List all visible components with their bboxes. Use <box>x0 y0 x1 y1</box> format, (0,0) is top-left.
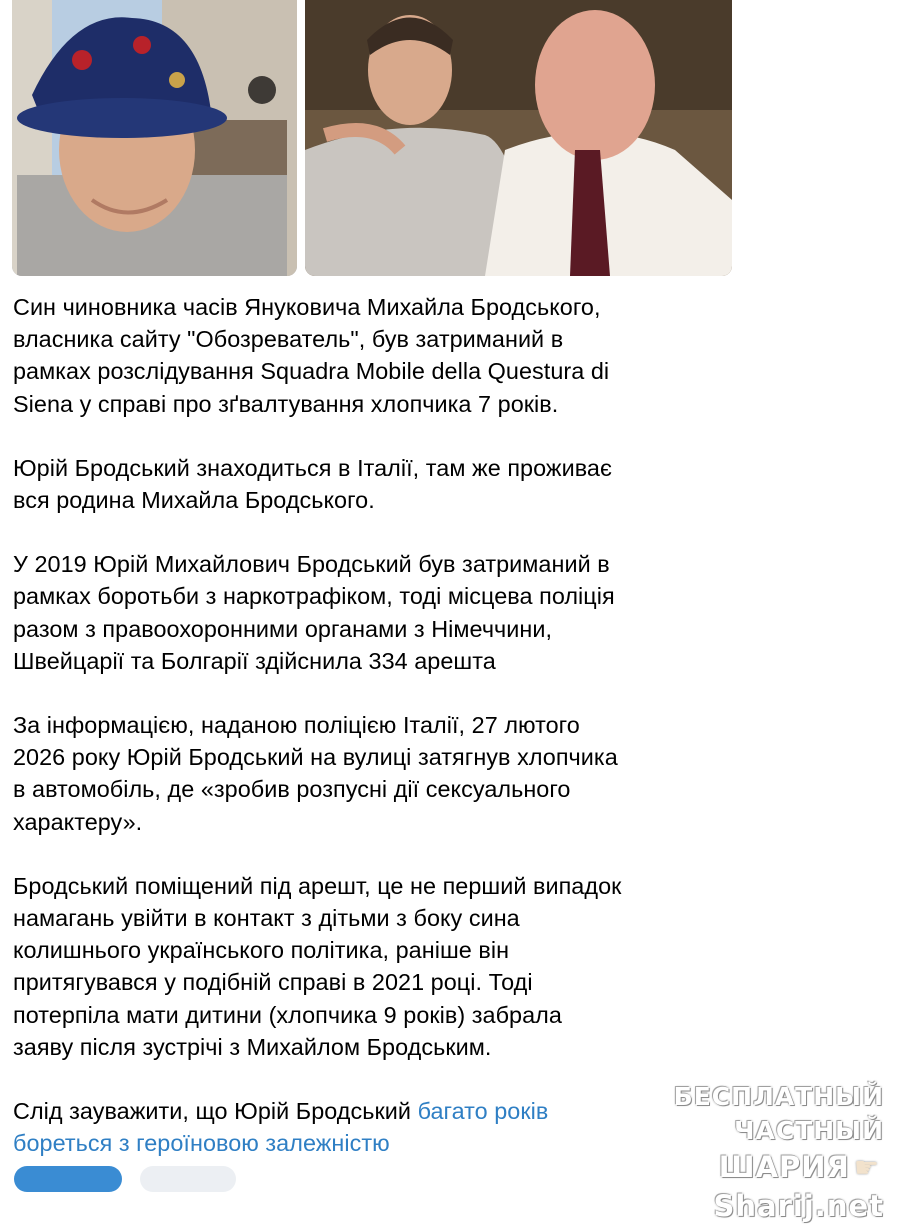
paragraph-3: У 2019 Юрій Михайлович Бродський був затриманий в рамках боротьби з наркотрафіком, тоді місцева поліція разом з правоохоронними органами з Німеччини, Швейцарії та Болгарії здійснила 334 арешта <box>13 551 615 674</box>
paragraph-5: Бродський поміщений під арешт, це не перший випадок намагань увійти в контакт з дітьми з боку сина колишнього українського політика, раніше він притягувався у подібній справі в 2021 році. Тоді потерпіла мати дитини (хлопчика 9 років) забрала заяву після зустрічі з Михайлом Бродським. <box>13 872 622 1060</box>
message-text <box>13 291 733 1191</box>
photo-two-men-portrait[interactable] <box>305 0 732 276</box>
paragraph-2: Юрій Бродський знаходиться в Італії, там же проживає вся родина Михайла Бродського. <box>13 454 612 514</box>
pointing-hand-icon: ☛ <box>853 1151 880 1184</box>
sharij-watermark <box>574 1080 884 1223</box>
photo-man-in-bucket-hat-graphic <box>12 0 297 276</box>
reaction-pill-1[interactable] <box>14 1166 122 1192</box>
heroin-addiction-link[interactable]: багато років бореться з героїновою залежністю <box>13 1098 549 1157</box>
photo-album[interactable] <box>12 0 732 277</box>
paragraph-1: Син чиновника часів Януковича Михайла Бродського, власника сайту "Обозреватель", був затриманий в рамках розслідування Squadra Mobile della Questura di Siena у справі про зґвалтування хлопчика 7 років. <box>13 294 610 417</box>
watermark-line-2-left: ШАРИЯ <box>718 1150 850 1184</box>
paragraph-6-text: Слід зауважити, що Юрій Бродський <box>13 1098 418 1125</box>
watermark-line-2 <box>574 1148 884 1225</box>
photo-man-in-bucket-hat[interactable] <box>12 0 297 276</box>
watermark-line-2-right: Sharij.net <box>713 1189 884 1223</box>
reactions-bar <box>14 1166 250 1192</box>
watermark-line-1: БЕСПЛАТНЫЙ ЧАСТНЫЙ <box>673 1082 884 1145</box>
reaction-pill-2[interactable] <box>140 1166 236 1192</box>
paragraph-4: За інформацією, наданою поліцією Італії, 27 лютого 2026 року Юрій Бродський на вулиці затягнув хлопчика в автомобіль, де «зробив розпусні дії сексуального характеру». <box>13 712 618 835</box>
photo-two-men-portrait-graphic <box>305 0 732 276</box>
